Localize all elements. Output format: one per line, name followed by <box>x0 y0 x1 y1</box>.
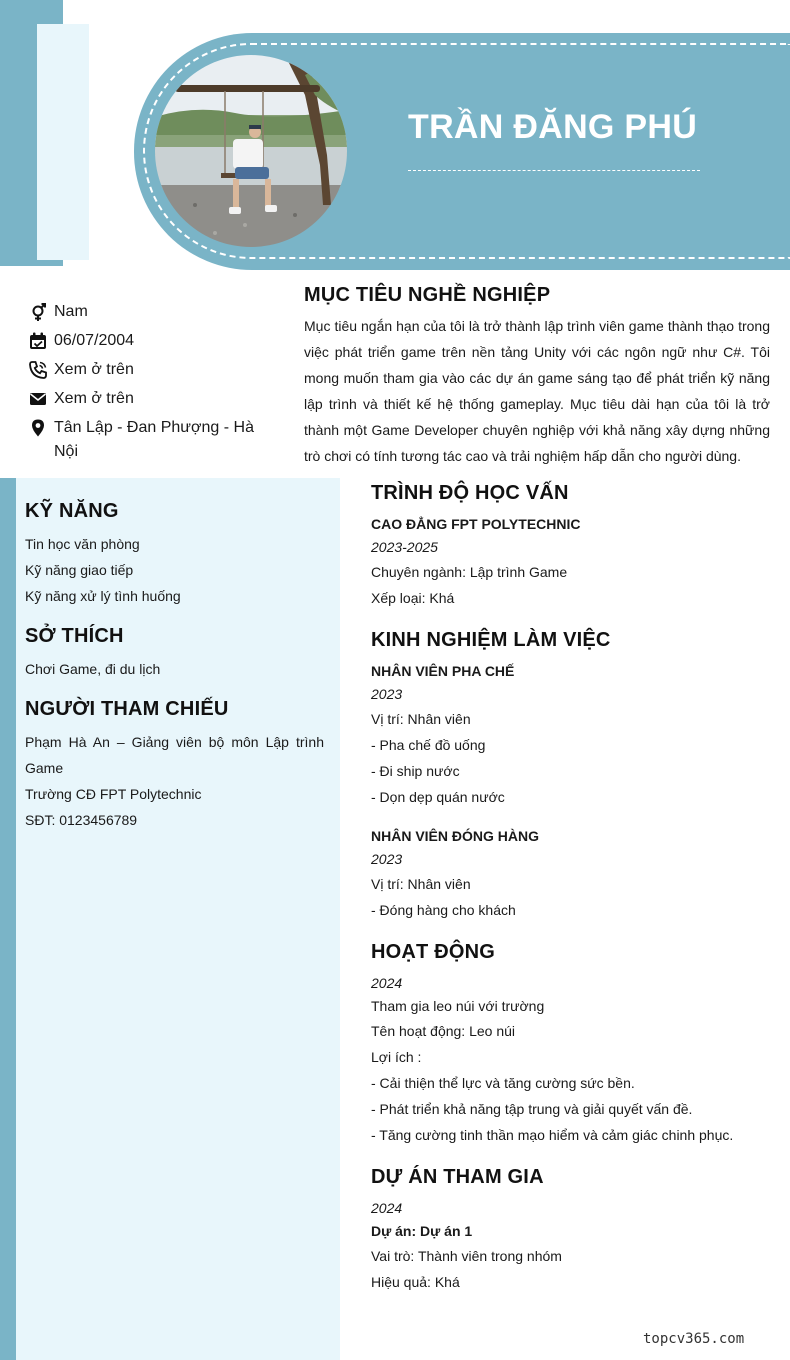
reference-line: Phạm Hà An – Giảng viên bộ môn Lập trình Game <box>25 734 324 776</box>
job-title: NHÂN VIÊN PHA CHẾ <box>371 663 515 679</box>
objective-title: MỤC TIÊU NGHỀ NGHIỆP <box>304 284 551 306</box>
gender-value: Nam <box>54 303 88 320</box>
contact-address <box>28 416 268 464</box>
education-years: 2023-2025 <box>371 539 438 555</box>
references-title: NGƯỜI THAM CHIẾU <box>25 698 229 720</box>
hobbies-title: SỞ THÍCH <box>25 625 124 647</box>
projects-title: DỰ ÁN THAM GIA <box>371 1166 544 1188</box>
gender-icon <box>28 302 48 322</box>
job-title: NHÂN VIÊN ĐÓNG HÀNG <box>371 828 540 844</box>
reference-line: Trường CĐ FPT Polytechnic <box>25 786 202 802</box>
activity-line: - Phát triển khả năng tập trung và giải quyết vấn đề. <box>371 1101 693 1117</box>
footer-watermark: topcv365.com <box>643 1331 745 1347</box>
profile-photo <box>155 55 347 247</box>
job-line: - Dọn dẹp quán nước <box>371 789 505 805</box>
objective-text: Mục tiêu ngắn hạn của tôi là trở thành lập trình viên game thành thạo trong việc phát triển game trên nền tảng Unity với các ngôn ngữ như C#. Tôi mong muốn tham gia vào các dự án game sáng tạo để phát triển kỹ năng lập trình và thiết kế hệ thống gameplay. Mục tiêu dài hạn của tôi là trở thành một Game Developer chuyên nghiệp với khả năng xây dựng những trò chơi có tính tương tác cao và trải nghiệm hấp dẫn cho người dùng. <box>304 318 770 464</box>
education-line: Chuyên ngành: Lập trình Game <box>371 564 568 580</box>
activity-year: 2024 <box>371 975 403 991</box>
header-light-panel <box>37 24 89 260</box>
project-line: Hiệu quả: Khá <box>371 1274 460 1290</box>
name-underline <box>408 170 700 171</box>
skill-item: Tin học văn phòng <box>25 536 140 552</box>
project-year: 2024 <box>371 1200 403 1216</box>
job-line: - Đóng hàng cho khách <box>371 902 516 918</box>
job-year: 2023 <box>371 851 403 867</box>
skill-item: Kỹ năng xử lý tình huống <box>25 588 181 604</box>
contact-gender <box>28 300 268 324</box>
job-line: - Pha chế đồ uống <box>371 737 486 753</box>
contact-phone <box>28 358 268 382</box>
experience-title: KINH NGHIỆM LÀM VIỆC <box>371 629 611 651</box>
contact-email <box>28 387 268 411</box>
skills-title: KỸ NĂNG <box>25 500 119 522</box>
candidate-name: TRẦN ĐĂNG PHÚ <box>408 108 698 146</box>
activity-line: - Tăng cường tinh thần mạo hiểm và cảm giác chinh phục. <box>371 1127 734 1143</box>
education-title: TRÌNH ĐỘ HỌC VẤN <box>371 482 569 504</box>
education-school: CAO ĐẲNG FPT POLYTECHNIC <box>371 516 581 532</box>
activities-title: HOẠT ĐỘNG <box>371 941 496 963</box>
email-icon <box>28 389 48 409</box>
activity-line: Tham gia leo núi với trường <box>371 998 545 1014</box>
project-line: Vai trò: Thành viên trong nhóm <box>371 1248 562 1264</box>
left-accent-strip <box>0 478 16 1360</box>
activity-line: Lợi ích : <box>371 1049 422 1065</box>
job-year: 2023 <box>371 686 403 702</box>
address-value: Tân Lập - Đan Phượng - Hà Nội <box>54 419 254 460</box>
phone-value: Xem ở trên <box>54 361 134 378</box>
reference-line: SĐT: 0123456789 <box>25 812 138 828</box>
calendar-icon <box>28 331 48 351</box>
birthday-value: 06/07/2004 <box>54 332 135 349</box>
job-line: Vị trí: Nhân viên <box>371 876 471 892</box>
job-line: Vị trí: Nhân viên <box>371 711 471 727</box>
phone-icon <box>28 360 48 380</box>
project-name: Dự án: Dự án 1 <box>371 1223 473 1239</box>
activity-line: Tên hoạt động: Leo núi <box>371 1023 516 1039</box>
left-column <box>0 478 340 1360</box>
contact-birthday <box>28 329 268 353</box>
activity-line: - Cải thiện thể lực và tăng cường sức bền. <box>371 1075 635 1091</box>
email-value: Xem ở trên <box>54 390 134 407</box>
location-icon <box>28 418 48 438</box>
education-line: Xếp loại: Khá <box>371 590 455 606</box>
job-line: - Đi ship nước <box>371 763 460 779</box>
hobbies-text: Chơi Game, đi du lịch <box>25 661 161 677</box>
skill-item: Kỹ năng giao tiếp <box>25 562 134 578</box>
